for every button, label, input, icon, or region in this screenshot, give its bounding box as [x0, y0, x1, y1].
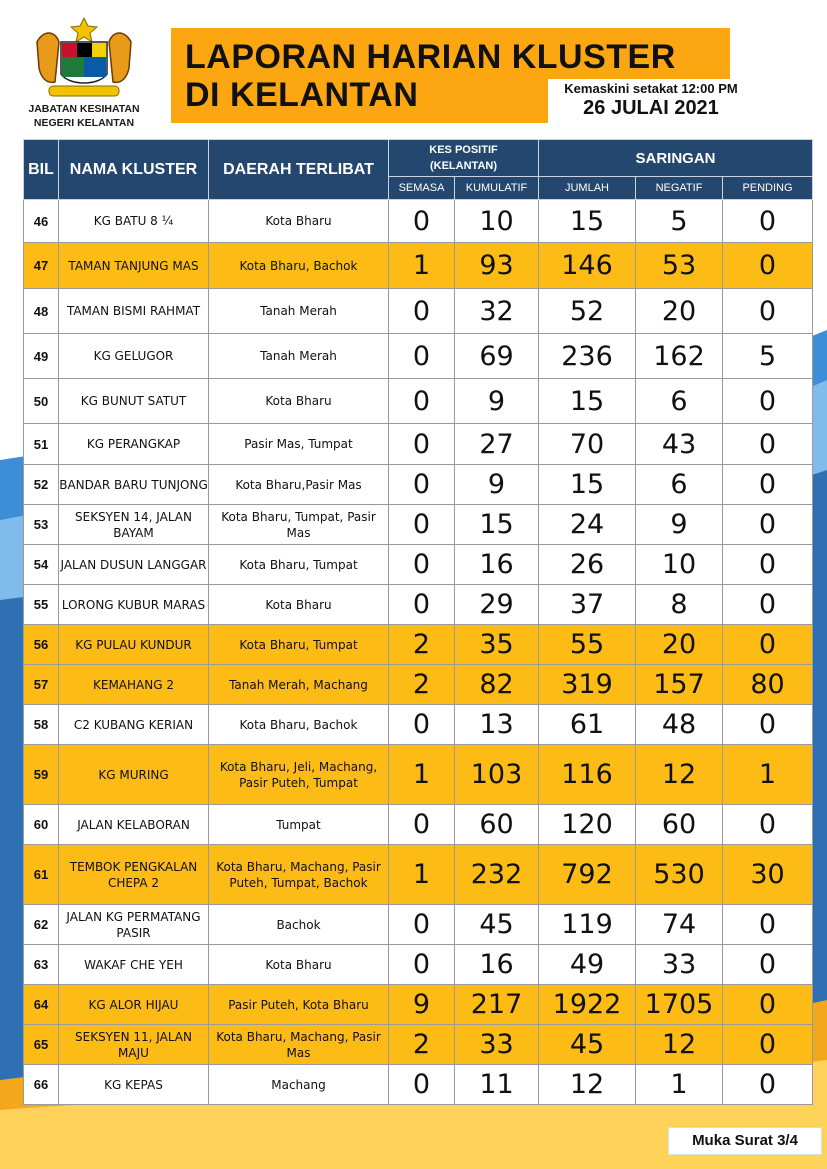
department-name [14, 102, 154, 130]
table-row [24, 379, 813, 424]
cell-daerah: Kota Bharu, Machang, Pasir Mas [209, 1025, 389, 1065]
cell-semasa: 1 [389, 745, 455, 805]
header-bil: BIL [24, 140, 59, 200]
cell-pending: 0 [723, 505, 813, 545]
cell-bil: 59 [24, 745, 59, 805]
cell-daerah: Kota Bharu [209, 379, 389, 424]
cell-nama-kluster: KG PERANGKAP [59, 424, 209, 465]
cell-nama-kluster: KG MURING [59, 745, 209, 805]
table-row [24, 1025, 813, 1065]
cell-nama-kluster: KG KEPAS [59, 1065, 209, 1105]
update-date: 26 JULAI 2021 [583, 97, 719, 119]
cell-kumulatif: 9 [455, 379, 539, 424]
cell-nama-kluster: TAMAN TANJUNG MAS [59, 243, 209, 289]
cell-semasa: 1 [389, 243, 455, 289]
header-kumulatif: KUMULATIF [455, 177, 539, 200]
header-kes-positif [389, 140, 539, 177]
cell-negatif: 1 [636, 1065, 723, 1105]
cell-nama-kluster: KG BUNUT SATUT [59, 379, 209, 424]
cell-semasa: 0 [389, 545, 455, 585]
table-row [24, 985, 813, 1025]
cell-kumulatif: 29 [455, 585, 539, 625]
cell-nama-kluster: WAKAF CHE YEH [59, 945, 209, 985]
cell-nama-kluster: KEMAHANG 2 [59, 665, 209, 705]
cell-negatif: 74 [636, 905, 723, 945]
cell-semasa: 0 [389, 945, 455, 985]
cell-daerah: Kota Bharu [209, 585, 389, 625]
cell-pending: 0 [723, 1025, 813, 1065]
cell-jumlah: 792 [539, 845, 636, 905]
cell-semasa: 0 [389, 465, 455, 505]
cell-jumlah: 26 [539, 545, 636, 585]
cell-kumulatif: 69 [455, 334, 539, 379]
cell-pending: 0 [723, 243, 813, 289]
cell-pending: 0 [723, 585, 813, 625]
header-kes-positif-line2: (KELANTAN) [429, 160, 497, 172]
cell-kumulatif: 232 [455, 845, 539, 905]
cell-jumlah: 12 [539, 1065, 636, 1105]
header-kes-positif-line1: KES POSITIF [429, 144, 498, 156]
table-row [24, 745, 813, 805]
cell-negatif: 9 [636, 505, 723, 545]
cell-negatif: 157 [636, 665, 723, 705]
cell-kumulatif: 13 [455, 705, 539, 745]
cell-jumlah: 45 [539, 1025, 636, 1065]
cell-bil: 60 [24, 805, 59, 845]
table-row [24, 665, 813, 705]
cell-nama-kluster: JALAN DUSUN LANGGAR [59, 545, 209, 585]
cell-daerah: Tanah Merah, Machang [209, 665, 389, 705]
cell-bil: 64 [24, 985, 59, 1025]
table-row [24, 545, 813, 585]
update-box [548, 79, 754, 125]
cell-negatif: 162 [636, 334, 723, 379]
table-row [24, 845, 813, 905]
cell-bil: 66 [24, 1065, 59, 1105]
cell-jumlah: 146 [539, 243, 636, 289]
cell-kumulatif: 10 [455, 200, 539, 243]
table-row [24, 585, 813, 625]
cell-pending: 0 [723, 805, 813, 845]
cell-semasa: 2 [389, 665, 455, 705]
cell-semasa: 2 [389, 1025, 455, 1065]
cell-jumlah: 15 [539, 379, 636, 424]
cell-daerah: Kota Bharu [209, 945, 389, 985]
cell-daerah: Kota Bharu, Tumpat, Pasir Mas [209, 505, 389, 545]
title-line1: LAPORAN HARIAN KLUSTER [185, 38, 676, 76]
cell-bil: 56 [24, 625, 59, 665]
cell-jumlah: 55 [539, 625, 636, 665]
cell-daerah: Pasir Puteh, Kota Bharu [209, 985, 389, 1025]
header-jumlah: JUMLAH [539, 177, 636, 200]
cell-negatif: 20 [636, 289, 723, 334]
table-row [24, 905, 813, 945]
cell-pending: 0 [723, 945, 813, 985]
cell-jumlah: 1922 [539, 985, 636, 1025]
cell-negatif: 6 [636, 465, 723, 505]
logo-block [14, 12, 154, 130]
cell-jumlah: 15 [539, 200, 636, 243]
cell-pending: 0 [723, 424, 813, 465]
cell-negatif: 530 [636, 845, 723, 905]
cell-pending: 30 [723, 845, 813, 905]
cell-pending: 0 [723, 465, 813, 505]
header-semasa: SEMASA [389, 177, 455, 200]
table-row [24, 805, 813, 845]
cell-pending: 0 [723, 905, 813, 945]
table-row [24, 289, 813, 334]
table-row [24, 334, 813, 379]
cluster-table [23, 139, 813, 1105]
cell-jumlah: 120 [539, 805, 636, 845]
title-line2: DI KELANTAN [185, 76, 419, 114]
cell-semasa: 0 [389, 379, 455, 424]
cell-daerah: Kota Bharu, Bachok [209, 705, 389, 745]
header-negatif: NEGATIF [636, 177, 723, 200]
cell-bil: 57 [24, 665, 59, 705]
cell-pending: 0 [723, 289, 813, 334]
cell-daerah: Kota Bharu [209, 200, 389, 243]
table-row [24, 625, 813, 665]
cell-bil: 58 [24, 705, 59, 745]
cell-bil: 62 [24, 905, 59, 945]
cell-negatif: 10 [636, 545, 723, 585]
cell-pending: 80 [723, 665, 813, 705]
cell-jumlah: 61 [539, 705, 636, 745]
cell-daerah: Kota Bharu, Tumpat [209, 545, 389, 585]
cell-negatif: 8 [636, 585, 723, 625]
cell-pending: 0 [723, 1065, 813, 1105]
cell-daerah: Kota Bharu, Machang, Pasir Puteh, Tumpat, Bachok [209, 845, 389, 905]
cell-semasa: 0 [389, 505, 455, 545]
cell-daerah: Machang [209, 1065, 389, 1105]
cell-kumulatif: 9 [455, 465, 539, 505]
cell-bil: 47 [24, 243, 59, 289]
update-label: Kemaskini setakat 12:00 PM [564, 81, 738, 96]
cell-negatif: 6 [636, 379, 723, 424]
table-row [24, 465, 813, 505]
cell-kumulatif: 35 [455, 625, 539, 665]
cell-daerah: Tanah Merah [209, 334, 389, 379]
cell-jumlah: 24 [539, 505, 636, 545]
cell-nama-kluster: KG GELUGOR [59, 334, 209, 379]
cell-kumulatif: 15 [455, 505, 539, 545]
cell-bil: 65 [24, 1025, 59, 1065]
cell-negatif: 48 [636, 705, 723, 745]
cell-bil: 51 [24, 424, 59, 465]
header-saringan: SARINGAN [539, 140, 813, 177]
cell-negatif: 43 [636, 424, 723, 465]
cell-daerah: Kota Bharu, Tumpat [209, 625, 389, 665]
table-body [24, 200, 813, 1105]
cell-daerah: Pasir Mas, Tumpat [209, 424, 389, 465]
cell-negatif: 12 [636, 745, 723, 805]
cell-nama-kluster: KG BATU 8 ¼ [59, 200, 209, 243]
cell-nama-kluster: JALAN KELABORAN [59, 805, 209, 845]
cell-nama-kluster: SEKSYEN 14, JALAN BAYAM [59, 505, 209, 545]
table-row [24, 243, 813, 289]
cell-bil: 61 [24, 845, 59, 905]
cell-negatif: 5 [636, 200, 723, 243]
header-pending: PENDING [723, 177, 813, 200]
table-row [24, 1065, 813, 1105]
cell-kumulatif: 103 [455, 745, 539, 805]
cell-nama-kluster: TEMBOK PENGKALAN CHEPA 2 [59, 845, 209, 905]
cell-negatif: 33 [636, 945, 723, 985]
cell-jumlah: 119 [539, 905, 636, 945]
page-number: Muka Surat 3/4 [668, 1127, 822, 1155]
cell-daerah: Tanah Merah [209, 289, 389, 334]
cell-kumulatif: 27 [455, 424, 539, 465]
cell-pending: 0 [723, 379, 813, 424]
cell-kumulatif: 45 [455, 905, 539, 945]
cell-kumulatif: 82 [455, 665, 539, 705]
cell-pending: 0 [723, 625, 813, 665]
header-daerah-terlibat: DAERAH TERLIBAT [209, 140, 389, 200]
cell-negatif: 60 [636, 805, 723, 845]
cell-semasa: 0 [389, 334, 455, 379]
cell-bil: 54 [24, 545, 59, 585]
cell-semasa: 0 [389, 705, 455, 745]
cell-jumlah: 70 [539, 424, 636, 465]
cell-semasa: 0 [389, 424, 455, 465]
cell-bil: 55 [24, 585, 59, 625]
coat-of-arms-logo [29, 12, 139, 100]
cell-semasa: 2 [389, 625, 455, 665]
cell-nama-kluster: BANDAR BARU TUNJONG [59, 465, 209, 505]
cell-kumulatif: 33 [455, 1025, 539, 1065]
cell-semasa: 0 [389, 1065, 455, 1105]
cell-jumlah: 15 [539, 465, 636, 505]
cell-semasa: 1 [389, 845, 455, 905]
header-nama-kluster: NAMA KLUSTER [59, 140, 209, 200]
cell-daerah: Kota Bharu,Pasir Mas [209, 465, 389, 505]
cell-semasa: 0 [389, 905, 455, 945]
cell-semasa: 9 [389, 985, 455, 1025]
cell-kumulatif: 16 [455, 945, 539, 985]
cell-bil: 50 [24, 379, 59, 424]
cell-kumulatif: 16 [455, 545, 539, 585]
cell-bil: 63 [24, 945, 59, 985]
cell-bil: 46 [24, 200, 59, 243]
cell-nama-kluster: KG ALOR HIJAU [59, 985, 209, 1025]
table-row [24, 424, 813, 465]
cell-semasa: 0 [389, 200, 455, 243]
cell-semasa: 0 [389, 289, 455, 334]
cell-daerah: Kota Bharu, Bachok [209, 243, 389, 289]
cell-semasa: 0 [389, 585, 455, 625]
cell-jumlah: 37 [539, 585, 636, 625]
cell-pending: 0 [723, 705, 813, 745]
cell-pending: 5 [723, 334, 813, 379]
cell-bil: 52 [24, 465, 59, 505]
cell-kumulatif: 60 [455, 805, 539, 845]
cell-negatif: 1705 [636, 985, 723, 1025]
cell-pending: 0 [723, 985, 813, 1025]
cell-nama-kluster: KG PULAU KUNDUR [59, 625, 209, 665]
cell-nama-kluster: JALAN KG PERMATANG PASIR [59, 905, 209, 945]
table-row [24, 505, 813, 545]
table-row [24, 945, 813, 985]
cell-nama-kluster: SEKSYEN 11, JALAN MAJU [59, 1025, 209, 1065]
cell-daerah: Tumpat [209, 805, 389, 845]
table-row [24, 200, 813, 243]
cell-negatif: 12 [636, 1025, 723, 1065]
cell-daerah: Bachok [209, 905, 389, 945]
cell-negatif: 53 [636, 243, 723, 289]
cell-semasa: 0 [389, 805, 455, 845]
department-line2: NEGERI KELANTAN [33, 117, 135, 129]
cell-jumlah: 236 [539, 334, 636, 379]
cell-nama-kluster: TAMAN BISMI RAHMAT [59, 289, 209, 334]
cell-daerah: Kota Bharu, Jeli, Machang, Pasir Puteh, Tumpat [209, 745, 389, 805]
cell-kumulatif: 32 [455, 289, 539, 334]
cell-pending: 0 [723, 545, 813, 585]
cell-jumlah: 52 [539, 289, 636, 334]
cell-jumlah: 116 [539, 745, 636, 805]
cell-jumlah: 49 [539, 945, 636, 985]
cell-jumlah: 319 [539, 665, 636, 705]
cluster-table-wrapper [23, 139, 813, 1105]
cell-nama-kluster: C2 KUBANG KERIAN [59, 705, 209, 745]
cell-pending: 0 [723, 200, 813, 243]
cell-bil: 48 [24, 289, 59, 334]
cell-nama-kluster: LORONG KUBUR MARAS [59, 585, 209, 625]
table-row [24, 705, 813, 745]
cell-negatif: 20 [636, 625, 723, 665]
department-line1: JABATAN KESIHATAN [28, 103, 140, 115]
cell-bil: 49 [24, 334, 59, 379]
cell-pending: 1 [723, 745, 813, 805]
cell-kumulatif: 93 [455, 243, 539, 289]
cell-kumulatif: 217 [455, 985, 539, 1025]
cell-bil: 53 [24, 505, 59, 545]
cell-kumulatif: 11 [455, 1065, 539, 1105]
